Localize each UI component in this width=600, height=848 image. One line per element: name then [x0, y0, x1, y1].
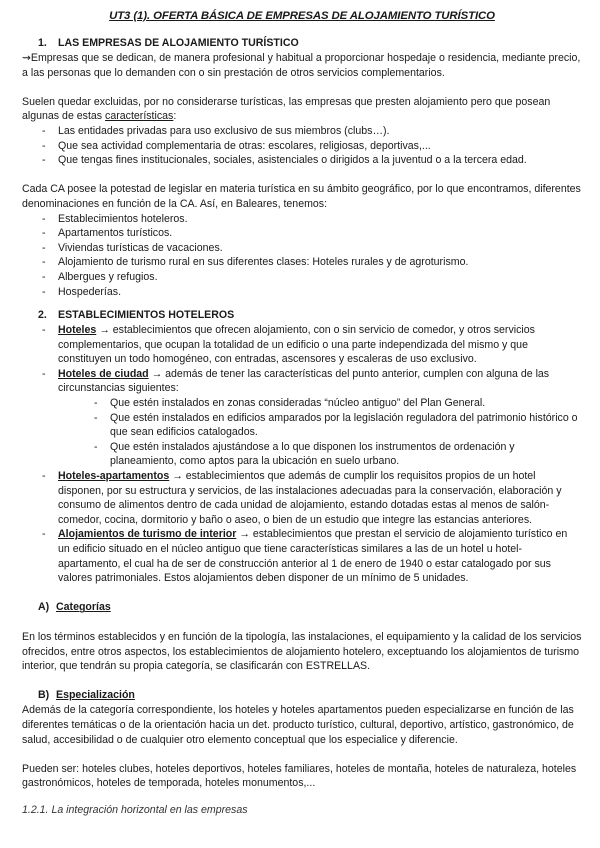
especializacion-types-paragraph: Pueden ser: hoteles clubes, hoteles deportivos, hoteles familiares, hoteles de montaña, hoteles de naturaleza, hoteles gastronómicos, hoteles de temporada, hoteles monumentos,... [22, 762, 577, 790]
list-item: - Establecimientos hoteleros. [42, 212, 582, 227]
section-1-number: 1. [38, 37, 47, 49]
subsection-a-heading [38, 600, 582, 615]
section-1-exclusions-intro: Suelen quedar excluidas, por no considerarse turísticas, las empresas que presten alojamiento pero que posean algunas de estas características: [22, 95, 551, 123]
term-turismo-interior: Alojamientos de turismo de interior [58, 528, 237, 541]
list-item-hoteles: - Hoteles → establecimientos que ofrecen alojamiento, con o sin servicio de comedor, y otros servicios complementarios, que ocupan la totalidad de un edificio o una parte independizada del mismo y que constituyen un todo homogéneo, con entradas, ascensores y escaleras de uso exclusivo. [42, 323, 582, 367]
subsection-b-title: Especialización [56, 689, 135, 702]
list-item-hoteles-apartamentos: - Hoteles-apartamentos → establecimientos que además de cumplir los requisitos propios de un hotel disponen, por su estructura y servicios, de las instalaciones adecuadas para la conservación, elaboración y consumo de alimentos dentro de cada unidad de alojamiento, estando dotadas estas al menos de salón-comedor, cocina, dormitorio y baño o aseo, o bien de un estudio que integre las estancias anteriores. [42, 469, 582, 527]
list-item: - Que estén instalados en zonas consideradas “núcleo antiguo” del Plan General. [94, 396, 582, 411]
types-list [22, 212, 582, 300]
section-1-heading [38, 36, 582, 51]
section-2-title: ESTABLECIMIENTOS HOTELEROS [58, 309, 235, 322]
list-item: - Que sea actividad complementaria de otras: escolares, religiosas, deportivas,... [42, 139, 582, 154]
subsection-b-heading [38, 688, 582, 703]
caracteristicas-underlined: características [105, 110, 174, 123]
list-item: - Las entidades privadas para uso exclusivo de sus miembros (clubs…). [42, 124, 582, 139]
term-hoteles-apartamentos: Hoteles-apartamentos [58, 470, 170, 483]
list-item: - Alojamiento de turismo rural en sus diferentes clases: Hoteles rurales y de agroturismo. [42, 255, 582, 270]
subsection-b-letter: B) [38, 689, 50, 702]
section-1-ca-paragraph: Cada CA posee la potestad de legislar en materia turística en su ámbito geográfico, por lo que encontramos, diferentes denominaciones en función de la CA. Así, en Baleares, tenemos: [22, 183, 581, 210]
categorias-paragraph: En los términos establecidos y en función de la tipología, las instalaciones, el equipamiento y la calidad de los servicios ofrecidos, entre otros aspectos, los establecimientos de alojamiento hotelero, exceptuando los alojamientos de turismo interior, que tendrán su propia categoría, se clasificarán con ESTRELLAS. [22, 630, 582, 673]
section-1-title: LAS EMPRESAS DE ALOJAMIENTO TURÍSTICO [58, 37, 299, 49]
hotel-types-list [22, 323, 582, 586]
especializacion-paragraph: Además de la categoría correspondiente, los hoteles y hoteles apartamentos pueden especializarse en función de las diferentes temáticas o de la orientación hacia un det. producto turístico, cultural, deportivo, artístico, gastronómico, de salud, accesibilidad o de cualquier otro elemento conceptual que los especialice y diferencie. [22, 704, 574, 746]
list-item: - Viviendas turísticas de vacaciones. [42, 241, 582, 256]
section-2-number: 2. [38, 309, 47, 322]
subsection-a-title: Categorías [56, 601, 111, 614]
list-item: - Hospederías. [42, 285, 582, 300]
term-hoteles-ciudad: Hoteles de ciudad [58, 367, 149, 380]
ciudad-conditions-list [58, 396, 582, 469]
list-item: - Albergues y refugios. [42, 270, 582, 285]
exclusions-list [22, 124, 582, 168]
list-item: - Que estén instalados ajustándose a lo que disponen los instrumentos de ordenación y planeamiento, como aptos para la ubicación en suelo urbano. [94, 440, 582, 469]
term-hoteles: Hoteles [58, 324, 97, 337]
list-item: - Que estén instalados en edificios amparados por la legislación reguladora del patrimonio histórico o que sean edificios catalogados. [94, 411, 582, 440]
list-item-turismo-interior: - Alojamientos de turismo de interior → establecimientos que prestan el servicio de alojamiento turístico en un edificio situado en el núcleo antiguo que tiene características similares a las de un hotel u hotel-apartamento, el cual ha de ser de construcción anterior al 1 de enero de 1940 o estar catalogado por sus valores patrimoniales. Estos alojamientos deben disponer de un mínimo de 5 unidades. [42, 527, 582, 585]
next-section-heading: 1.2.1. La integración horizontal en las empresas [22, 803, 248, 816]
list-item: - Apartamentos turísticos. [42, 226, 582, 241]
section-2-heading [38, 308, 582, 323]
list-item: - Que tengas fines institucionales, sociales, asistenciales o dirigidos a la juventud o a la tercera edad. [42, 153, 582, 168]
list-item-hoteles-ciudad: - Hoteles de ciudad → además de tener las características del punto anterior, cumplen con alguna de las circunstancias siguientes: - Que estén instalados en zonas consideradas “núcleo antiguo” del Plan General. - Que estén instalados en edificios amparados por la legislación reguladora del patrimonio histórico o que sean edificios catalogados. - Que estén instalados ajustándose a lo que disponen los instrumentos de ordenación y planeamiento, como aptos para la ubicación en suelo urbano. [42, 367, 582, 469]
section-1-intro: ⇝Empresas que se dedican, de manera profesional y habitual a proporcionar hospedaje o residencia, mediante precio, a las personas que lo demanden con o sin prestación de otros servicios complementarios. [22, 52, 581, 79]
page-title: UT3 (1). OFERTA BÁSICA DE EMPRESAS DE ALOJAMIENTO TURÍSTICO [109, 10, 495, 22]
subsection-a-letter: A) [38, 601, 50, 614]
